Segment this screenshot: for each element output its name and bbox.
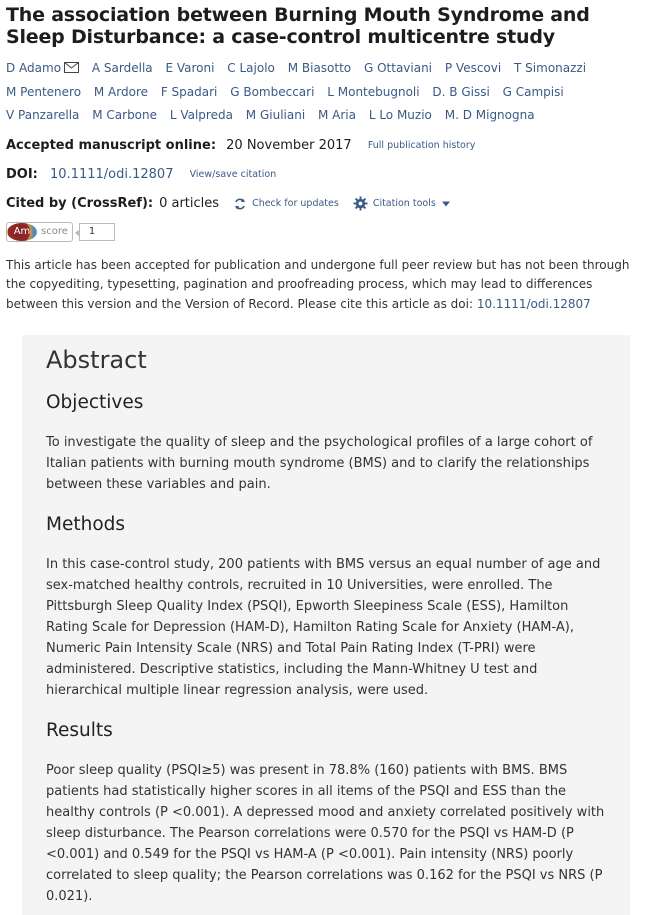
author-link[interactable]: E Varoni [165, 61, 215, 75]
altmetric-score-value: 1 [79, 223, 115, 241]
author-link[interactable]: M Pentenero [6, 84, 82, 99]
check-updates-button[interactable] [233, 193, 339, 215]
author-link[interactable]: G Campisi [502, 84, 564, 99]
author-link[interactable]: L Valpreda [169, 108, 233, 122]
view-save-citation-link[interactable]: View/save citation [189, 168, 277, 180]
cited-count: 0 articles [159, 195, 220, 211]
author-link[interactable]: V Panzarella [6, 108, 80, 122]
chevron-down-icon [441, 200, 451, 208]
author-link[interactable]: C Lajolo [227, 61, 275, 75]
altmetric-badge[interactable] [6, 222, 73, 242]
accepted-label: Accepted manuscript online: [6, 137, 217, 153]
results-heading: Results [46, 720, 113, 741]
altmetric-score-label: score [41, 226, 68, 237]
refresh-icon [233, 198, 247, 210]
cited-label: Cited by (CrossRef): [6, 195, 154, 211]
author-link[interactable]: G Bombeccari [230, 84, 315, 99]
author-link[interactable]: M Ardore [93, 84, 149, 99]
author-link[interactable]: M Aria [317, 108, 356, 122]
author-link[interactable]: M. D Mignogna [444, 108, 535, 122]
author-link[interactable]: D Adamo [6, 57, 79, 81]
results-text: Poor sleep quality (PSQI≥5) was present in 78.8% (160) patients with BMS. BMS patients had statistically higher scores in all items of the PSQI and ESS than the healthy controls (P <0.001). A depressed mood and anxiety correlated positively with sleep disturbance. The Pearson correlations were 0.570 for the PSQI vs HAM-D (P <0.001) and 0.549 for the PSQI vs HAM-A (P <0.001). Pain intensity (NRS) poorly correlated to sleep quality; the Pearson correlations was 0.162 for the PSQI vs NRS (P 0.021). [46, 763, 605, 904]
author-link[interactable]: A Sardella [91, 61, 153, 75]
author-link[interactable]: M Giuliani [245, 108, 306, 122]
accepted-row [6, 135, 640, 157]
author-link[interactable]: F Spadari [160, 84, 218, 99]
author-link[interactable]: T Simonazzi [514, 61, 587, 75]
notice-text: This article has been accepted for publication and undergone full peer review but has not been through the copyediting, typesetting, pagination and proofreading process, which may lead to differences between this version and the Version of Record. Please cite this article as doi: [6, 257, 630, 311]
accepted-date: 20 November 2017 [226, 137, 352, 153]
check-updates-label: Check for updates [252, 197, 339, 209]
author-link[interactable]: M Biasotto [287, 61, 352, 75]
abstract-section [22, 335, 630, 915]
accepted-manuscript-notice [6, 256, 640, 315]
author-link[interactable]: M Carbone [92, 108, 158, 122]
cited-row [6, 193, 640, 215]
author-link[interactable]: P Vescovi [444, 61, 502, 75]
article-title: The association between Burning Mouth Syndrome and Sleep Disturbance: a case-control multicentre study [6, 4, 590, 48]
gear-icon [353, 196, 368, 211]
methods-heading: Methods [46, 514, 126, 535]
doi-label: DOI: [6, 166, 38, 182]
citation-tools-dropdown[interactable] [353, 193, 456, 215]
objectives-heading: Objectives [46, 392, 144, 413]
methods-text: In this case-control study, 200 patients with BMS versus an equal number of age and sex-matched healthy controls, recruited in 10 Universities, were enrolled. The Pittsburgh Sleep Quality Index (PSQI), Epworth Sleepiness Scale (ESS), Hamilton Rating Scale for Depression (HAM-D), Hamilton Rating Scale for Anxiety (HAM-A), Numeric Pain Intensity Scale (NRS) and Total Pain Rating Index (T-PRI) were administered. Descriptive statistics, including the Mann-Whitney U test and hierarchical multiple linear regression analysis, were used. [46, 557, 601, 698]
altmetric-donut-icon: Am [7, 223, 37, 241]
author-link[interactable]: G Ottaviani [363, 61, 433, 75]
abstract-heading: Abstract [46, 346, 147, 374]
doi-link[interactable]: 10.1111/odi.12807 [50, 166, 174, 182]
author-link[interactable]: D. B Gissi [432, 84, 490, 99]
publication-history-link[interactable]: Full publication history [367, 139, 476, 151]
author-link[interactable]: L Lo Muzio [368, 108, 432, 122]
author-link[interactable]: L Montebugnoli [327, 84, 420, 99]
author-list [6, 57, 640, 128]
article-header [6, 4, 640, 314]
mail-icon[interactable] [64, 62, 79, 73]
doi-row [6, 164, 640, 186]
altmetric-widget[interactable] [6, 221, 640, 243]
citation-tools-label: Citation tools [372, 197, 436, 209]
notice-doi-link[interactable]: 10.1111/odi.12807 [476, 296, 591, 311]
objectives-text: To investigate the quality of sleep and the psychological profiles of a large cohort of Italian patients with burning mouth syndrome (BMS) and to clarify the relationships between these variables and pain. [46, 435, 593, 492]
